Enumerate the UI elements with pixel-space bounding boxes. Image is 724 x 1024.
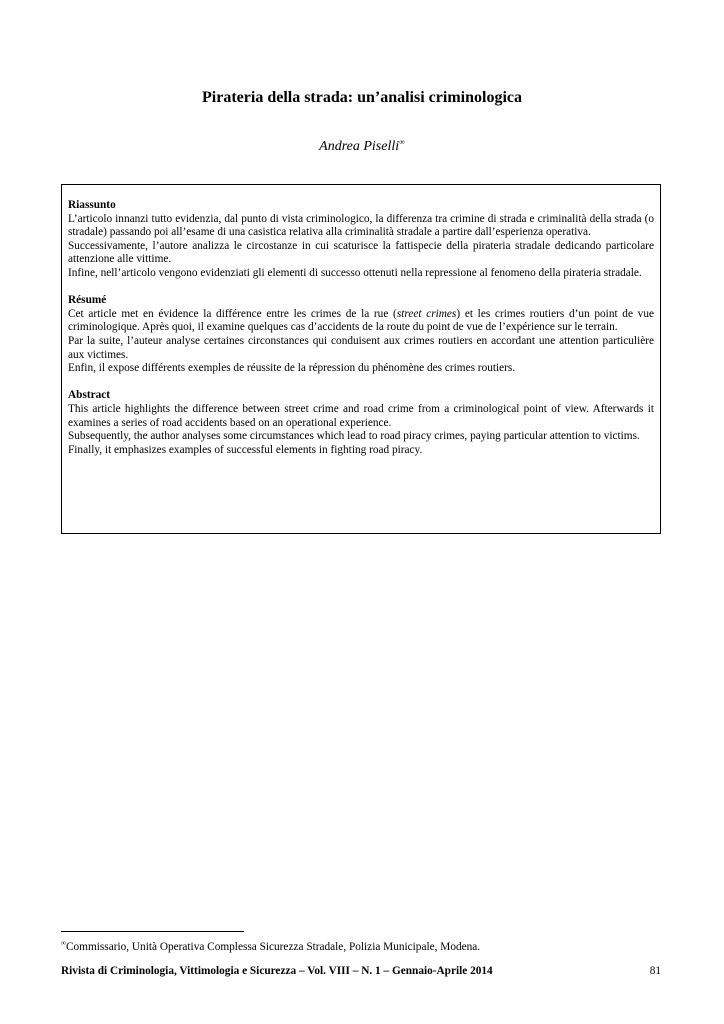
abstract-section [68, 389, 654, 457]
resume-paragraph: Par la suite, l’auteur analyse certaines circonstances qui conduisent aux crimes routiers en accordant une attention particulière aux victimes. [68, 334, 654, 361]
author-footnote-mark: ∞ [399, 137, 405, 147]
abstract-paragraph: Subsequently, the author analyses some circumstances which lead to road piracy crimes, paying particular attention to victims. [68, 430, 640, 443]
author-name: Andrea Piselli [319, 139, 400, 154]
riassunto-heading: Riassunto [68, 199, 116, 211]
abstract-paragraph: Finally, it emphasizes examples of successful elements in fighting road piracy. [68, 443, 423, 456]
footnote-divider [61, 931, 244, 932]
resume-paragraph [68, 308, 654, 335]
riassunto-section [68, 199, 654, 281]
page-number: 81 [649, 965, 661, 977]
riassunto-paragraph: L’articolo innanzi tutto evidenzia, dal punto di vista criminologico, la differenza tra crimine di strada e criminalità della strada (o stradale) passando poi all’esame di una casistica relativa alla criminalità stradale a partire dall’esperienza operativa. [68, 212, 654, 239]
resume-text: Cet article met en évidence la différence entre les crimes de la rue ( [68, 307, 397, 320]
abstract-heading: Abstract [68, 389, 111, 402]
footnote-mark: ∞ [61, 939, 66, 948]
footnote [61, 940, 661, 954]
footnote-text: Commissario, Unità Operativa Complessa Sicurezza Stradale, Polizia Municipale, Modena. [66, 941, 481, 953]
author-line [0, 138, 724, 156]
resume-heading: Résumé [68, 294, 107, 307]
riassunto-paragraph: Infine, nell’articolo vengono evidenziati gli elementi di successo ottenuti nella repressione al fenomeno della pirateria stradale. [68, 266, 642, 279]
resume-italic-term: street crimes [396, 307, 457, 320]
abstract-paragraph: This article highlights the difference between street crime and road crime from a criminological point of view. Afterwards it examines a series of road accidents based on an operational experience. [68, 402, 654, 429]
riassunto-paragraph: Successivamente, l’autore analizza le circostanze in cui scaturisce la fattispecie della pirateria stradale dedicando particolare attenzione alle vittime. [68, 239, 654, 266]
resume-paragraph: Enfin, il expose différents exemples de réussite de la répression du phénomène des crimes routiers. [68, 362, 516, 375]
journal-citation: Rivista di Criminologia, Vittimologia e Sicurezza – Vol. VIII – N. 1 – Gennaio-Aprile 2014 [61, 965, 493, 977]
resume-text: ) et les crimes routiers d’un point de vue criminologique. Après quoi, il examine quelques cas d’accidents de la route du point de vue de l’expérience sur le terrain. [68, 307, 654, 334]
article-title: Pirateria della strada: un’analisi criminologica [202, 89, 522, 106]
resume-section [68, 294, 654, 376]
page-footer [61, 964, 661, 978]
abstract-box [61, 184, 661, 534]
